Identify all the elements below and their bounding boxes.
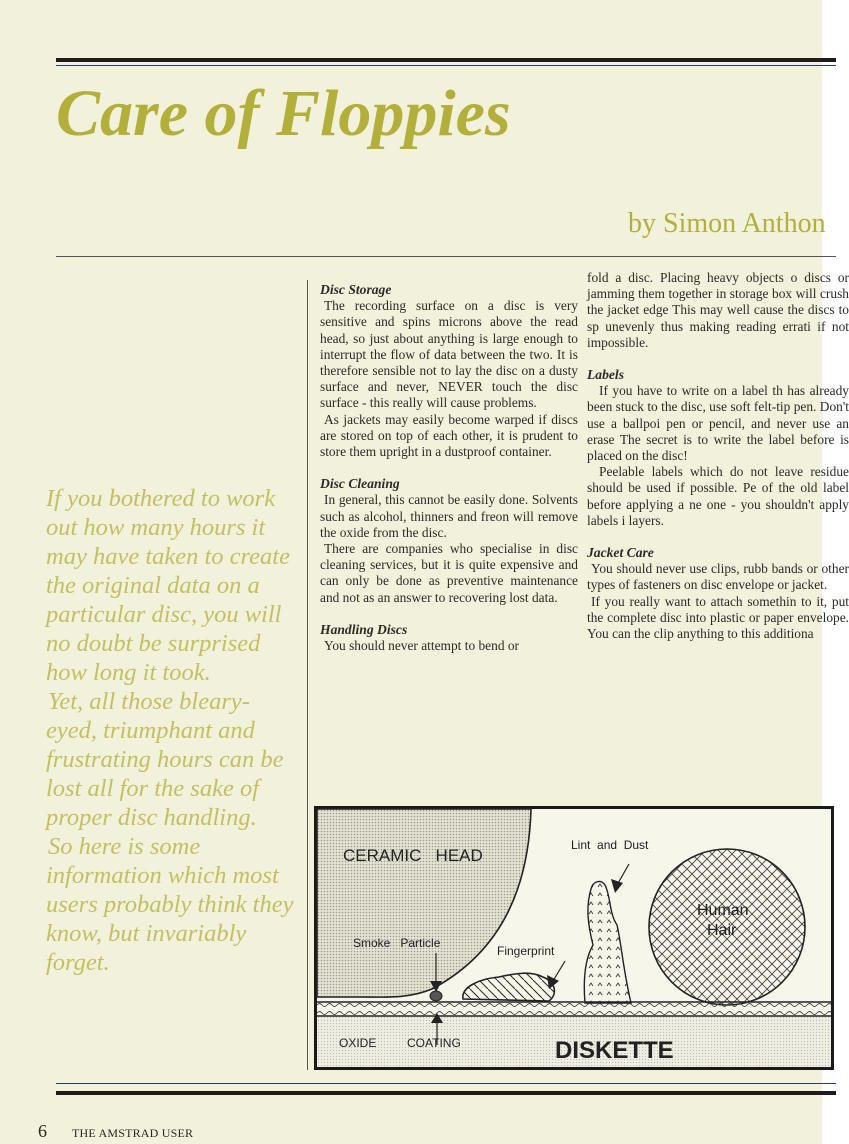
body-paragraph: If you really want to attach somethin to it, put the complete disc into plastic or paper envelope. You can the clip anything to this additiona — [587, 593, 849, 642]
label-human-hair-2: Hair — [707, 922, 737, 939]
fingerprint-shape — [463, 973, 555, 1001]
fingerprint-arrow-line — [553, 961, 565, 981]
label-ceramic-head: CERAMIC HEAD — [343, 846, 483, 865]
lint-dust-shape — [584, 882, 631, 1003]
disc-contaminants-diagram — [314, 806, 834, 1070]
article-column-2 — [587, 270, 849, 642]
label-smoke-particle: Smoke Particle — [353, 936, 441, 950]
body-paragraph: The recording surface on a disc is very sensitive and spins microns above the read head, so just about anything is large enough to interrupt the flow of data between the two. It is therefore sensible not to lay the disc on a dusty surface and never, NEVER touch the disc surface - this really will cause problems. — [320, 298, 578, 411]
body-paragraph: In general, this cannot be easily done. Solvents such as alcohol, thinners and freon will remove the oxide from the disc. — [320, 492, 578, 540]
diagram-svg — [317, 809, 831, 1067]
label-diskette: DISKETTE — [555, 1037, 674, 1064]
label-human-hair-1: Human — [697, 902, 749, 919]
label-lint-dust: Lint and Dust — [571, 838, 649, 852]
label-coating: COATING — [407, 1036, 461, 1050]
oxide-coating-layer — [317, 1003, 831, 1015]
article-title: Care of Floppies — [56, 77, 511, 150]
body-paragraph: You should never attempt to bend or — [324, 638, 520, 654]
smoke-particle-shape — [430, 991, 442, 1001]
body-paragraph: As jackets may easily become warped if discs are stored on top of each other, it is prudent to store them upright in a dustproof container. — [320, 411, 578, 460]
body-paragraph: There are companies who specialise in disc cleaning services, but it is quite expensive and can only be done as preventive maintenance and not as an answer to recovering lost data. — [320, 541, 578, 605]
body-paragraph: Peelable labels which do not leave residue should be used if possible. Pe of the old label before applying a ne one - you shouldn't apply labels i layers. — [587, 464, 849, 528]
top-rule-thin — [56, 65, 836, 66]
lint-arrow-head — [611, 879, 623, 893]
top-rule-thick — [56, 58, 836, 62]
column-divider — [307, 280, 308, 1070]
section-heading-disc-cleaning: Disc Cleaning — [320, 476, 400, 492]
pull-quote — [46, 484, 296, 977]
bottom-rule-thin — [56, 1083, 836, 1084]
magazine-name: THE AMSTRAD USER — [72, 1126, 194, 1140]
header-bottom-rule — [56, 256, 836, 257]
section-heading-jacket-care: Jacket Care — [587, 545, 654, 561]
article-column-1 — [320, 282, 578, 654]
label-oxide: OXIDE — [339, 1036, 377, 1050]
body-paragraph: fold a disc. Placing heavy objects o discs or jamming them together in storage box will crush the jacket edge This may well cause the discs to sp unevenly thus making reading errati if not impossible. — [587, 270, 849, 350]
byline: by Simon Anthon — [628, 208, 826, 239]
page-number: 6 — [38, 1121, 47, 1141]
label-fingerprint: Fingerprint — [497, 944, 555, 958]
pull-quote-paragraph: So here is some information which most users probably think they know, but invariably forget. — [46, 833, 294, 976]
pull-quote-paragraph: If you bothered to work out how many hours it may have taken to create the original data on a particular disc, you will no doubt be surprised how long it took. — [46, 485, 290, 686]
section-heading-handling-discs: Handling Discs — [320, 621, 408, 637]
ceramic-head-shape — [317, 809, 531, 997]
body-paragraph: You should never use clips, rubb bands or other types of fasteners on disc envelope or jacket. — [587, 561, 849, 593]
bottom-rule-thick — [56, 1091, 836, 1095]
pull-quote-paragraph: Yet, all those bleary-eyed, triumphant and frustrating hours can be lost all for the sake of proper disc handling. — [46, 688, 284, 831]
body-paragraph: If you have to write on a label th has already been stuck to the disc, use soft felt-tip pen. Don't use a ballpoi pen or pencil, and never use an erase The secret is to write the label before is placed on the disc! — [587, 383, 849, 464]
section-heading-disc-storage: Disc Storage — [320, 282, 392, 297]
section-heading-labels: Labels — [587, 367, 624, 383]
